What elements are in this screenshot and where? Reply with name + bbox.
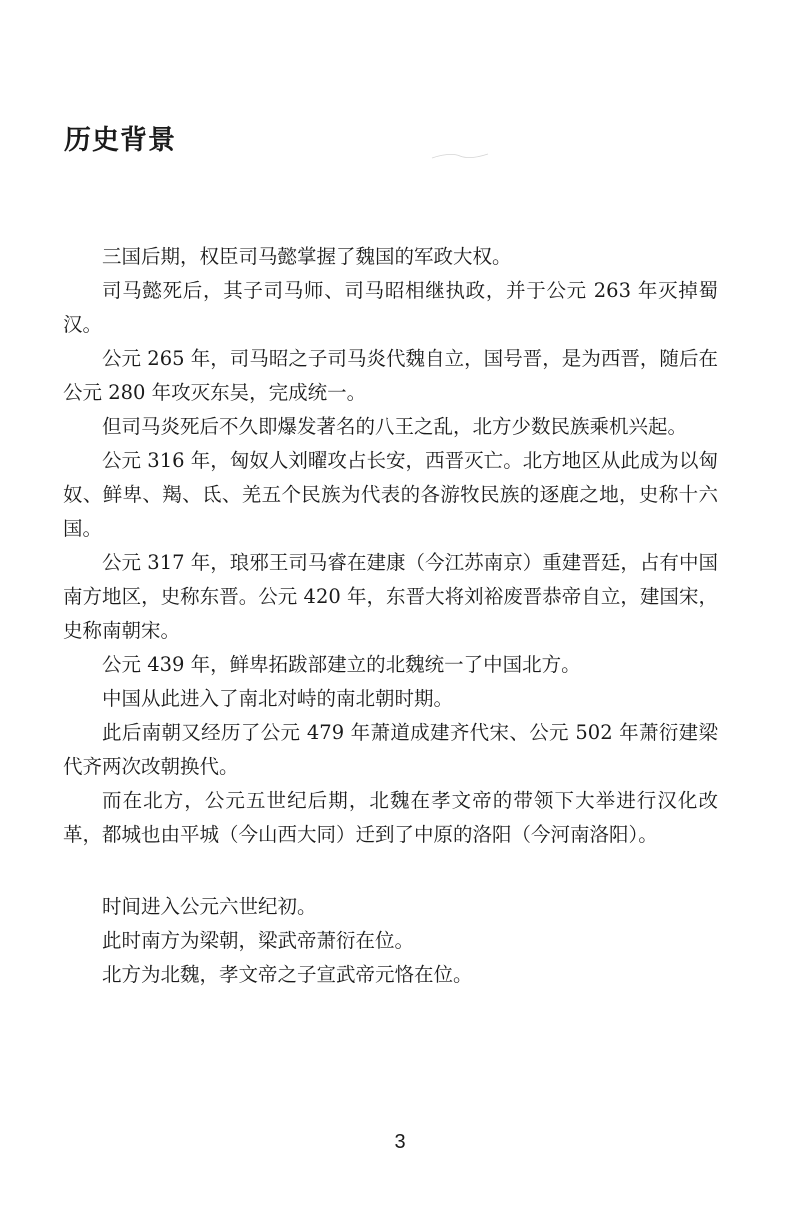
paragraph: 公元 265 年，司马昭之子司马炎代魏自立，国号晋，是为西晋，随后在公元 280 年攻灭东吴，完成统一。 [63, 347, 718, 404]
paragraph: 公元 316 年，匈奴人刘曜攻占长安，西晋灭亡。北方地区从此成为以匈奴、鲜卑、羯、氐、羌五个民族为代表的各游牧民族的逐鹿之地，史称十六国。 [63, 449, 718, 540]
paragraph: 而在北方，公元五世纪后期，北魏在孝文帝的带领下大举进行汉化改革，都城也由平城（今山西大同）迁到了中原的洛阳（今河南洛阳）。 [63, 789, 718, 846]
chapter-title: 历史背景 [64, 125, 176, 156]
paragraph: 公元 439 年，鲜卑拓跋部建立的北魏统一了中国北方。 [102, 653, 581, 676]
paragraph: 时间进入公元六世纪初。 [102, 895, 317, 918]
scan-smudge [430, 148, 490, 162]
paragraph: 公元 317 年，琅邪王司马睿在建康（今江苏南京）重建晋廷，占有中国南方地区，史称东晋。公元 420 年，东晋大将刘裕废晋恭帝自立，建国宋，史称南朝宋。 [63, 551, 718, 642]
paragraph: 此后南朝又经历了公元 479 年萧道成建齐代宋、公元 502 年萧衍建梁代齐两次改朝换代。 [63, 721, 718, 778]
body-text [63, 240, 718, 992]
page-number: 3 [394, 1131, 406, 1153]
paragraph: 三国后期，权臣司马懿掌握了魏国的军政大权。 [102, 245, 512, 268]
paragraph: 但司马炎死后不久即爆发著名的八王之乱，北方少数民族乘机兴起。 [102, 415, 688, 438]
paragraph: 司马懿死后，其子司马师、司马昭相继执政，并于公元 263 年灭掉蜀汉。 [63, 279, 718, 336]
section-gap [63, 852, 718, 890]
paragraph: 此时南方为梁朝，梁武帝萧衍在位。 [102, 929, 415, 952]
paragraph: 北方为北魏，孝文帝之子宣武帝元恪在位。 [102, 963, 473, 986]
paragraph: 中国从此进入了南北对峙的南北朝时期。 [102, 687, 454, 710]
